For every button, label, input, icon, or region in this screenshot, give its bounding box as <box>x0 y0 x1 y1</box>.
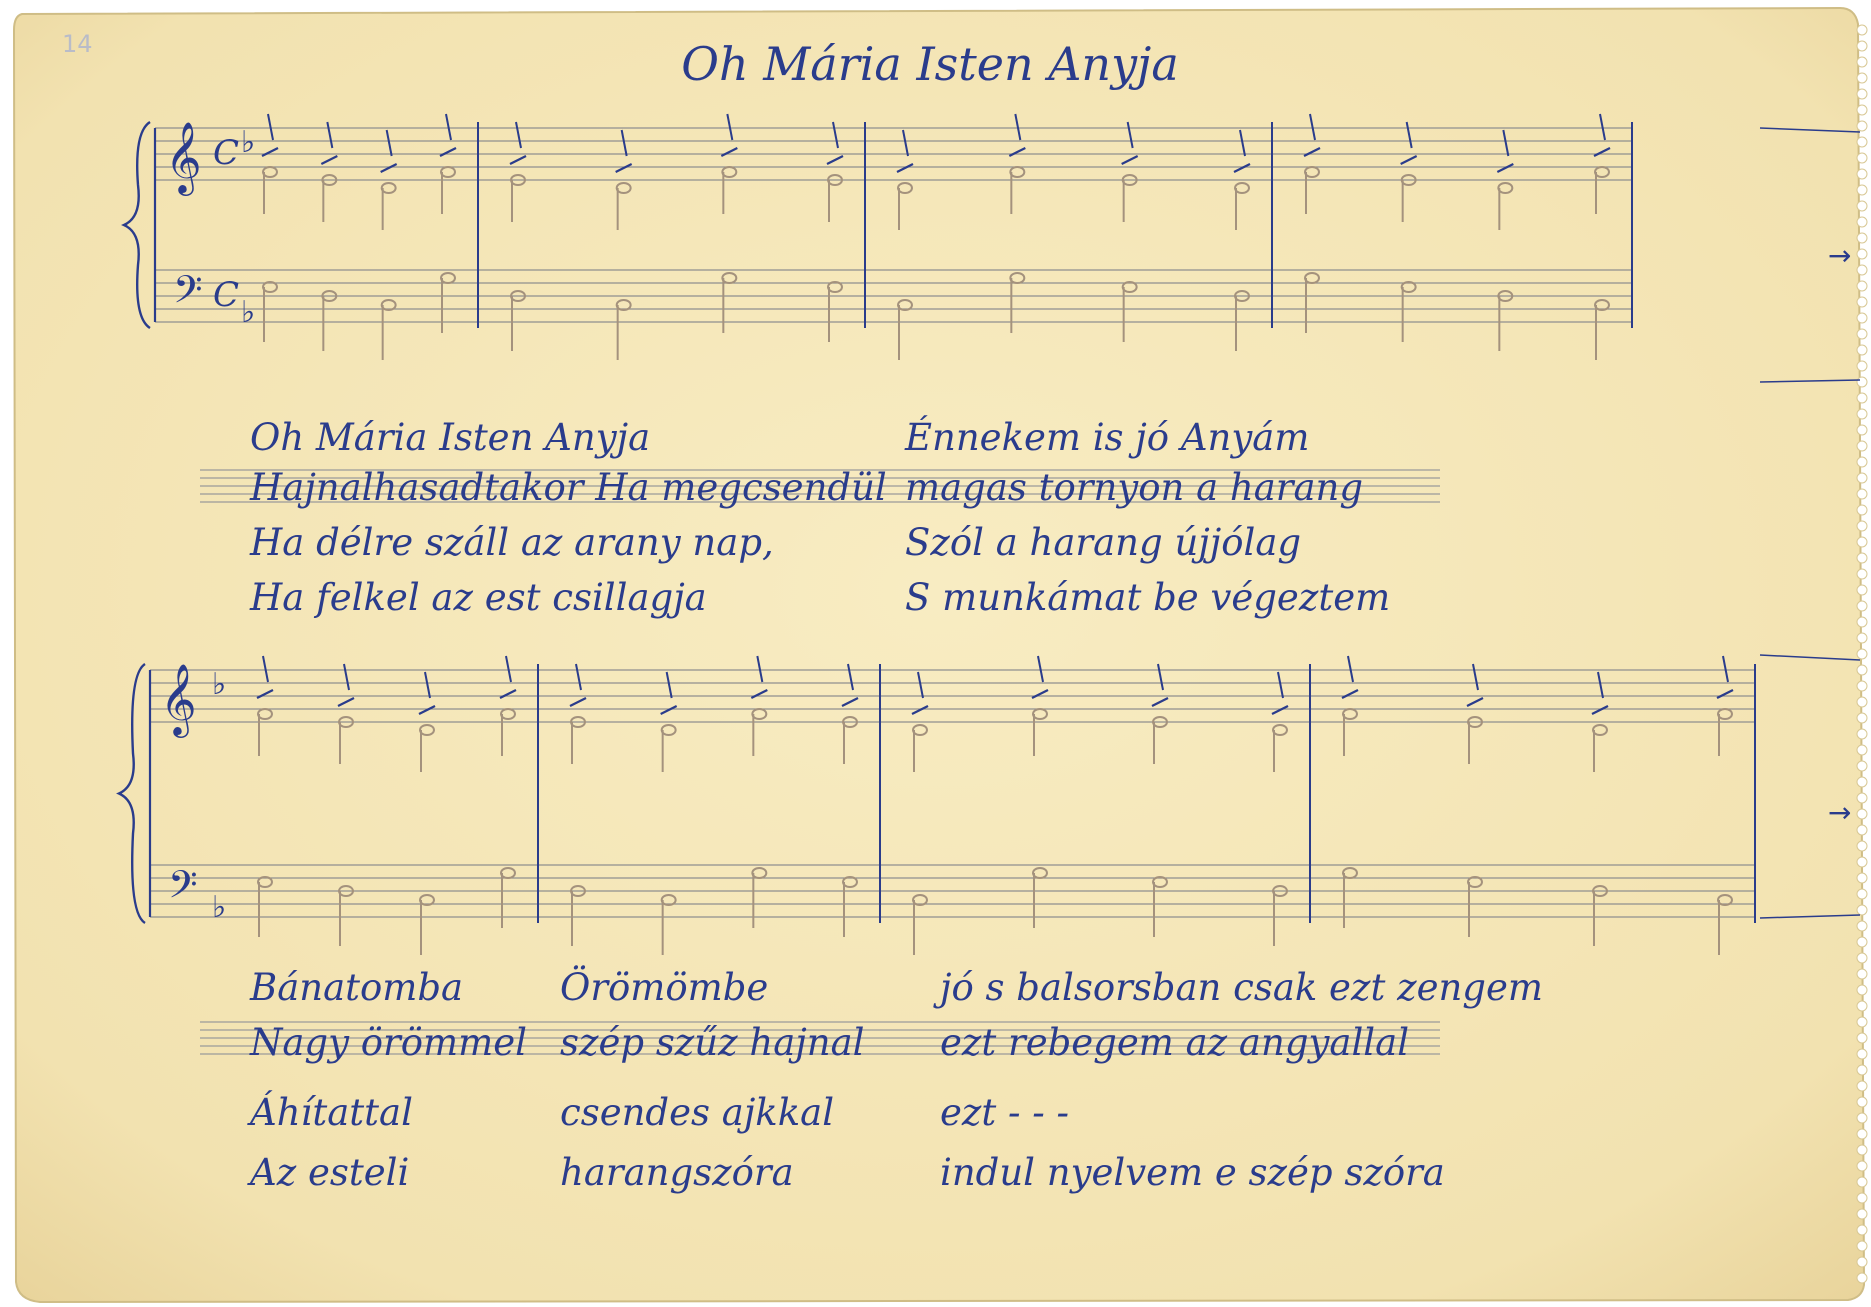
perforation-hole <box>1857 713 1867 723</box>
key-signature-flat: ♭ <box>212 667 227 702</box>
bass-clef: 𝄢 <box>168 862 198 916</box>
lyric2-line-2-part-2: szép szűz hajnal <box>560 1021 865 1064</box>
bass-clef: 𝄢 <box>173 267 203 321</box>
perforation-hole <box>1857 1081 1867 1091</box>
perforation-hole <box>1857 761 1867 771</box>
perforation-hole <box>1857 681 1867 691</box>
perforation-hole <box>1857 569 1867 579</box>
perforation-hole <box>1857 89 1867 99</box>
lyric2-line-1-part-1: Bánatomba <box>250 966 464 1009</box>
perforation-hole <box>1857 505 1867 515</box>
perforation-hole <box>1857 41 1867 51</box>
perforation-hole <box>1857 809 1867 819</box>
lyric2-line-3-part-1: Áhítattal <box>250 1091 413 1134</box>
perforation-hole <box>1857 601 1867 611</box>
perforation-hole <box>1857 329 1867 339</box>
lyric-line-2-part-2: magas tornyon a harang <box>905 466 1364 509</box>
perforation-hole <box>1857 153 1867 163</box>
perforation-hole <box>1857 905 1867 915</box>
perforation-hole <box>1857 729 1867 739</box>
lyric2-line-1-part-3: jó s balsorsban csak ezt zengem <box>940 966 1543 1009</box>
perforation-hole <box>1857 345 1867 355</box>
lyric-line-3-part-2: Szól a harang újjólag <box>905 521 1302 564</box>
key-signature-flat: ♭ <box>241 295 256 330</box>
perforation-hole <box>1857 265 1867 275</box>
lyric2-line-3-part-2: csendes ajkkal <box>560 1091 835 1134</box>
perforation-hole <box>1857 697 1867 707</box>
time-signature: C <box>213 133 240 173</box>
perforation-hole <box>1857 313 1867 323</box>
treble-clef: 𝄞 <box>160 662 197 735</box>
perforation-hole <box>1857 201 1867 211</box>
perforation-hole <box>1857 1049 1867 1059</box>
lyric2-line-3-part-3: ezt - - - <box>940 1091 1070 1134</box>
perforation-hole <box>1857 745 1867 755</box>
perforation-hole <box>1857 169 1867 179</box>
lyric-line-4-part-2: S munkámat be végeztem <box>905 576 1391 619</box>
perforation-hole <box>1857 521 1867 531</box>
perforation-hole <box>1857 1177 1867 1187</box>
perforation-hole <box>1857 73 1867 83</box>
perforation-hole <box>1857 1065 1867 1075</box>
perforation-hole <box>1857 841 1867 851</box>
perforation-hole <box>1857 121 1867 131</box>
lyric-line-1-part-2: Énnekem is jó Anyám <box>905 416 1310 459</box>
perforation-hole <box>1857 1273 1867 1283</box>
perforation-hole <box>1857 1257 1867 1267</box>
lyric2-line-2-part-1: Nagy örömmel <box>250 1021 527 1064</box>
perforation-hole <box>1857 585 1867 595</box>
perforation-hole <box>1857 1113 1867 1123</box>
perforation-hole <box>1857 1225 1867 1235</box>
lyric2-line-4-part-2: harangszóra <box>560 1151 794 1194</box>
perforation-hole <box>1857 473 1867 483</box>
lyric-line-1-part-1: Oh Mária Isten Anyja <box>250 416 651 459</box>
perforation-hole <box>1857 825 1867 835</box>
page-number: 14 <box>62 30 93 58</box>
perforation-hole <box>1857 489 1867 499</box>
perforation-hole <box>1857 633 1867 643</box>
perforation-hole <box>1857 793 1867 803</box>
treble-clef: 𝄞 <box>165 120 202 193</box>
perforation-hole <box>1857 985 1867 995</box>
page-title: Oh Mária Isten Anyja <box>681 37 1179 91</box>
perforation-hole <box>1857 425 1867 435</box>
perforation-hole <box>1857 921 1867 931</box>
perforation-hole <box>1857 617 1867 627</box>
lyric2-line-4-part-3: indul nyelvem e szép szóra <box>940 1151 1445 1194</box>
perforation-hole <box>1857 281 1867 291</box>
perforation-hole <box>1857 1017 1867 1027</box>
perforation-hole <box>1857 857 1867 867</box>
perforation-hole <box>1857 233 1867 243</box>
perforation-hole <box>1857 297 1867 307</box>
perforation-hole <box>1857 1033 1867 1043</box>
perforation-hole <box>1857 1145 1867 1155</box>
perforation-hole <box>1857 409 1867 419</box>
perforation-hole <box>1857 441 1867 451</box>
lyric-line-3-part-1: Ha délre száll az arany nap, <box>250 521 774 564</box>
lyric2-line-4-part-1: Az esteli <box>250 1151 410 1194</box>
lyric-line-4-part-1: Ha felkel az est csillagja <box>250 576 707 619</box>
perforation-hole <box>1857 553 1867 563</box>
perforation-hole <box>1857 1209 1867 1219</box>
continuation-arrow: → <box>1828 239 1852 272</box>
perforation-hole <box>1857 361 1867 371</box>
perforation-hole <box>1857 1001 1867 1011</box>
perforation-hole <box>1857 777 1867 787</box>
perforation-hole <box>1857 105 1867 115</box>
key-signature-flat: ♭ <box>212 890 227 925</box>
perforation-hole <box>1857 969 1867 979</box>
perforation-hole <box>1857 25 1867 35</box>
perforation-hole <box>1857 1129 1867 1139</box>
perforation-hole <box>1857 377 1867 387</box>
perforation-hole <box>1857 937 1867 947</box>
perforation-hole <box>1857 57 1867 67</box>
perforation-hole <box>1857 889 1867 899</box>
perforation-hole <box>1857 1241 1867 1251</box>
perforation-hole <box>1857 873 1867 883</box>
continuation-arrow: → <box>1828 796 1852 829</box>
perforation-hole <box>1857 249 1867 259</box>
perforation-hole <box>1857 137 1867 147</box>
perforation-hole <box>1857 665 1867 675</box>
perforation-hole <box>1857 1161 1867 1171</box>
perforation-hole <box>1857 537 1867 547</box>
key-signature-flat: ♭ <box>241 125 256 160</box>
perforation-hole <box>1857 185 1867 195</box>
perforation-hole <box>1857 1097 1867 1107</box>
perforation-hole <box>1857 1193 1867 1203</box>
lyric2-line-2-part-3: ezt rebegem az angyallal <box>940 1021 1410 1064</box>
perforation-hole <box>1857 393 1867 403</box>
time-signature: C <box>213 275 240 315</box>
lyric2-line-1-part-2: Örömömbe <box>560 966 769 1009</box>
perforation-hole <box>1857 457 1867 467</box>
perforation-hole <box>1857 649 1867 659</box>
perforation-hole <box>1857 953 1867 963</box>
lyric-line-2-part-1: Hajnalhasadtakor Ha megcsendül <box>250 466 887 509</box>
perforation-hole <box>1857 217 1867 227</box>
